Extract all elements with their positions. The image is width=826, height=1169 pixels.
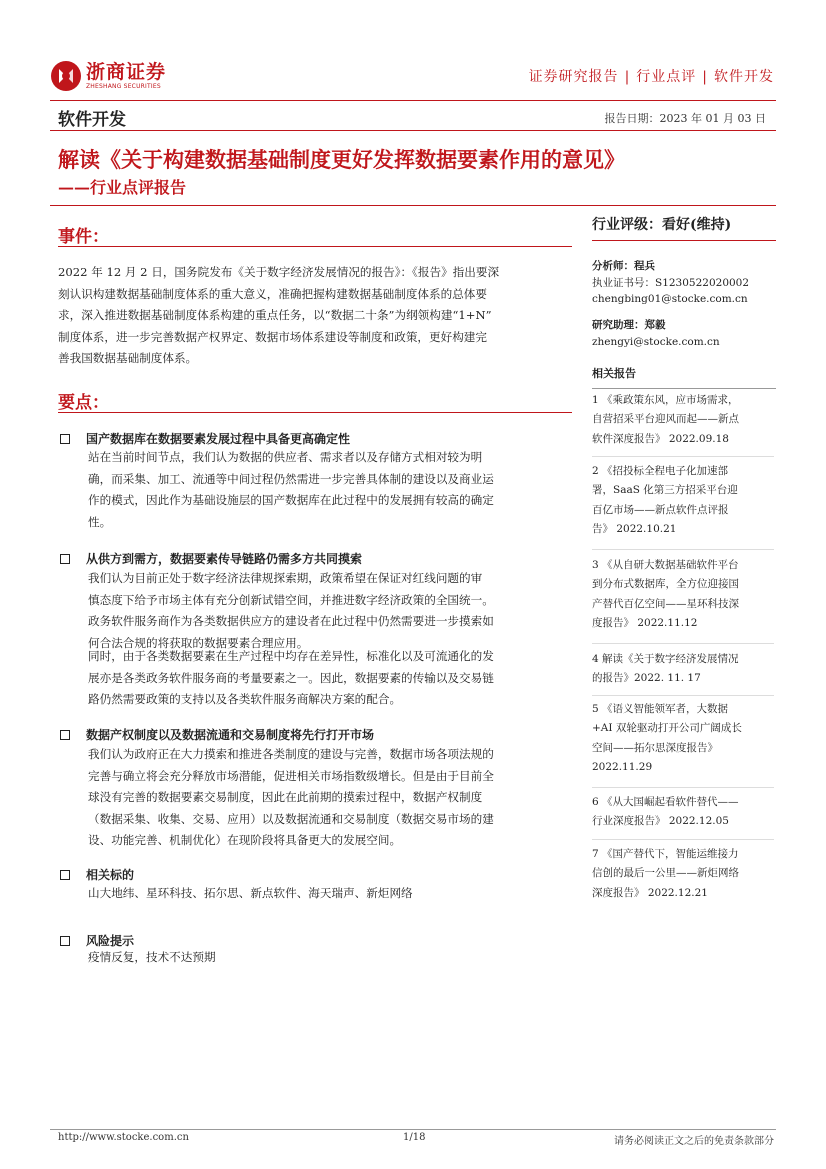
related-report-item xyxy=(592,793,772,832)
logo-name-en: ZHESHANG SECURITIES xyxy=(86,82,161,90)
keypoint-line: 球没有完善的数据要素交易制度，因此在此前期的摸索过程中，数据产权制度 xyxy=(88,790,483,805)
keypoint-title-text: 数据产权制度以及数据流通和交易制度将先行打开市场 xyxy=(86,728,375,742)
related-report-line: 产替代百亿空间——星环科技深 xyxy=(592,597,739,610)
nav-item-industry-comment: 行业点评 xyxy=(636,69,697,85)
keypoint-line: （数据采集、收集、交易、应用）以及数据流通和交易制度（数据交易市场的建 xyxy=(88,811,494,826)
keypoint-body xyxy=(88,947,572,969)
report-subtitle: ——行业点评报告 xyxy=(58,178,187,197)
event-line: 制度体系，进一步完善数据产权界定、数据市场体系建设等制度和政策，更好构建完 xyxy=(58,329,487,344)
related-report-item xyxy=(592,556,772,634)
nav-item-software-dev: 软件开发 xyxy=(714,69,774,85)
keypoint-line: 政务软件服务商作为各类数据供应方的建设者在此过程中仍然需要进一步摸索如 xyxy=(88,614,494,629)
keypoint-body xyxy=(88,744,572,852)
keypoint-title xyxy=(60,430,350,447)
keypoint-line: 路仍然需要政策的支持以及各类软件服务商解决方案的配合。 xyxy=(88,692,402,707)
analyst-name: 分析师：程兵 xyxy=(592,260,655,272)
report-date: 报告日期：2023 年 01 月 03 日 xyxy=(604,112,766,125)
keypoint-line: 慎态度下给予市场主体有充分创新试错空间，并推进数字经济政策的全国统一。 xyxy=(88,592,494,607)
event-line: 求，深入推进数据基础制度体系构建的重点任务，以“数据二十条”为纲领构建“1+N” xyxy=(58,308,492,323)
event-paragraph xyxy=(58,262,572,370)
related-divider xyxy=(592,549,774,550)
related-report-item xyxy=(592,845,772,903)
zheshang-logo-icon xyxy=(50,60,82,92)
related-divider xyxy=(592,839,774,840)
related-report-line: 3 《从自研大数据基础软件平台 xyxy=(592,559,739,571)
analyst-cert: 执业证书号：S1230522020002 xyxy=(592,276,750,289)
keypoint-line: 作的模式，因此作为基础设施层的国产数据库在此过程中的发展拥有较高的确定 xyxy=(88,493,494,508)
keypoint-title-text: 从供方到需方，数据要素传导链路仍需多方共同摸索 xyxy=(86,552,363,566)
related-reports-heading: 相关报告 xyxy=(592,365,776,389)
footer-rule xyxy=(50,1129,776,1130)
related-report-line: 告》 2022.10.21 xyxy=(592,523,677,536)
footer-url[interactable]: http://www.stocke.com.cn xyxy=(58,1132,189,1143)
related-report-line: 空间——拓尔思深度报告》 xyxy=(592,741,718,754)
header-nav xyxy=(529,66,774,86)
related-divider xyxy=(592,643,774,644)
report-title: 解读《关于构建数据基础制度更好发挥数据要素作用的意见》 xyxy=(58,147,625,172)
related-report-line: +AI 双轮驱动打开公司广阔成长 xyxy=(592,722,742,735)
sector-label: 软件开发 xyxy=(58,110,126,130)
event-line: 善我国数据基础制度体系。 xyxy=(58,351,198,366)
keypoint-title-text: 国产数据库在数据要素发展过程中具备更高确定性 xyxy=(86,432,351,446)
keypoint-title xyxy=(60,726,374,743)
square-bullet-icon xyxy=(60,730,70,740)
logo-name-cn: 浙商证券 xyxy=(86,60,167,83)
related-report-line: 5 《语义智能领军者，大数据 xyxy=(592,703,729,715)
nav-item-research-report: 证券研究报告 xyxy=(528,69,619,85)
analyst-info xyxy=(592,258,776,308)
related-report-line: 度报告》 2022.11.12 xyxy=(592,617,698,630)
keypoints-rule xyxy=(58,412,572,413)
assistant-info xyxy=(592,317,776,350)
related-report-line: 2 《招投标全程电子化加速部 xyxy=(592,465,729,477)
keypoint-body xyxy=(88,568,572,654)
related-report-item xyxy=(592,650,772,689)
related-report-line: 深度报告》 2022.12.21 xyxy=(592,886,708,899)
sector-rule xyxy=(50,130,776,131)
related-report-item xyxy=(592,700,772,778)
event-line: 2022 年 12 月 2 日，国务院发布《关于数字经济发展情况的报告》：《报告》指出要深 xyxy=(58,265,500,279)
footer-disclaimer: 请务必阅读正文之后的免责条款部分 xyxy=(614,1136,774,1147)
related-divider xyxy=(592,787,774,788)
keypoint-title xyxy=(60,866,134,883)
related-report-line: 到分布式数据库，全方位迎接国 xyxy=(592,578,739,591)
keypoint-line: 性。 xyxy=(88,514,112,529)
keypoint-line: 确，而采集、加工、流通等中间过程仍然需进一步完善具体制的建设以及商业运 xyxy=(88,471,494,486)
related-report-line: 7 《国产替代下，智能运维接力 xyxy=(592,848,739,860)
keypoint-title-text: 相关标的 xyxy=(86,868,135,882)
nav-separator: | xyxy=(624,69,631,85)
related-report-line: 4 解读《关于数字经济发展情况 xyxy=(592,653,739,665)
related-divider xyxy=(592,695,774,696)
nav-separator: | xyxy=(702,69,708,85)
keypoint-body-cont xyxy=(88,646,572,711)
keypoint-line: 山大地纬、星环科技、拓尔思、新点软件、海天瑞声、新炬网络 xyxy=(88,886,413,900)
assistant-email: zhengyi@stocke.com.cn xyxy=(592,335,720,348)
related-report-line: 软件深度报告》 2022.09.18 xyxy=(592,432,729,445)
keypoint-line: 设、功能完善、机制优化）在现阶段将具备更大的发展空间。 xyxy=(88,833,402,848)
related-report-line: 6 《从大国崛起看软件替代—— xyxy=(592,796,739,808)
related-report-line: 2022.11.29 xyxy=(592,761,653,774)
keypoint-title-text: 风险提示 xyxy=(86,934,135,948)
keypoint-title xyxy=(60,550,362,567)
related-report-item xyxy=(592,462,772,540)
keypoint-body xyxy=(88,883,572,905)
page-number: 1/18 xyxy=(403,1132,426,1143)
assistant-name: 研究助理：郑毅 xyxy=(592,319,666,331)
related-report-line: 行业深度报告》 2022.12.05 xyxy=(592,815,729,828)
related-report-line: 1 《乘政策东风，应市场需求， xyxy=(592,394,739,406)
title-rule xyxy=(50,205,776,206)
analyst-email: chengbing01@stocke.com.cn xyxy=(592,293,748,305)
keypoints-heading: 要点： xyxy=(58,393,109,413)
square-bullet-icon xyxy=(60,434,70,444)
square-bullet-icon xyxy=(60,936,70,946)
company-logo xyxy=(50,58,174,94)
keypoint-body xyxy=(88,447,572,533)
square-bullet-icon xyxy=(60,554,70,564)
event-line: 刻认识构建数据基础制度体系的重大意义，准确把握构建数据基础制度体系的总体要 xyxy=(58,286,487,301)
keypoint-line: 疫情反复，技术不达预期 xyxy=(88,950,216,964)
related-report-item xyxy=(592,391,772,449)
keypoint-line: 何合法合规的将获取的数据要素合理应用。 xyxy=(88,635,309,650)
header-rule xyxy=(50,100,776,101)
related-report-line: 百亿市场——新点软件点评报 xyxy=(592,503,729,516)
related-report-line: 信创的最后一公里——新炬网络 xyxy=(592,867,739,880)
keypoint-line: 我们认为目前正处于数字经济法律规探索期，政策希望在保证对红线问题的审 xyxy=(88,571,483,585)
related-report-line: 自营招采平台迎风而起——新点 xyxy=(592,413,739,426)
keypoint-line: 我们认为政府正在大力摸索和推进各类制度的建设与完善，数据市场各项法规的 xyxy=(88,747,494,761)
industry-rating: 行业评级：看好(维持) xyxy=(592,214,776,241)
related-report-line: 的报告》2022. 11. 17 xyxy=(592,672,701,685)
event-heading: 事件： xyxy=(58,227,109,247)
related-divider xyxy=(592,456,774,457)
keypoint-line: 完善与确立将会充分释放市场潜能，促进相关市场指数级增长。但是由于目前全 xyxy=(88,768,494,783)
event-rule xyxy=(58,246,572,247)
related-report-line: 署，SaaS 化第三方招采平台迎 xyxy=(592,484,738,497)
keypoint-line: 站在当前时间节点，我们认为数据的供应者、需求者以及存储方式相对较为明 xyxy=(88,450,483,464)
square-bullet-icon xyxy=(60,870,70,880)
keypoint-line: 展亦是各类政务软件服务商的考量要素之一。因此，数据要素的传输以及交易链 xyxy=(88,670,494,685)
keypoint-line: 同时，由于各类数据要素在生产过程中均存在差异性，标准化以及可流通化的发 xyxy=(88,649,494,663)
